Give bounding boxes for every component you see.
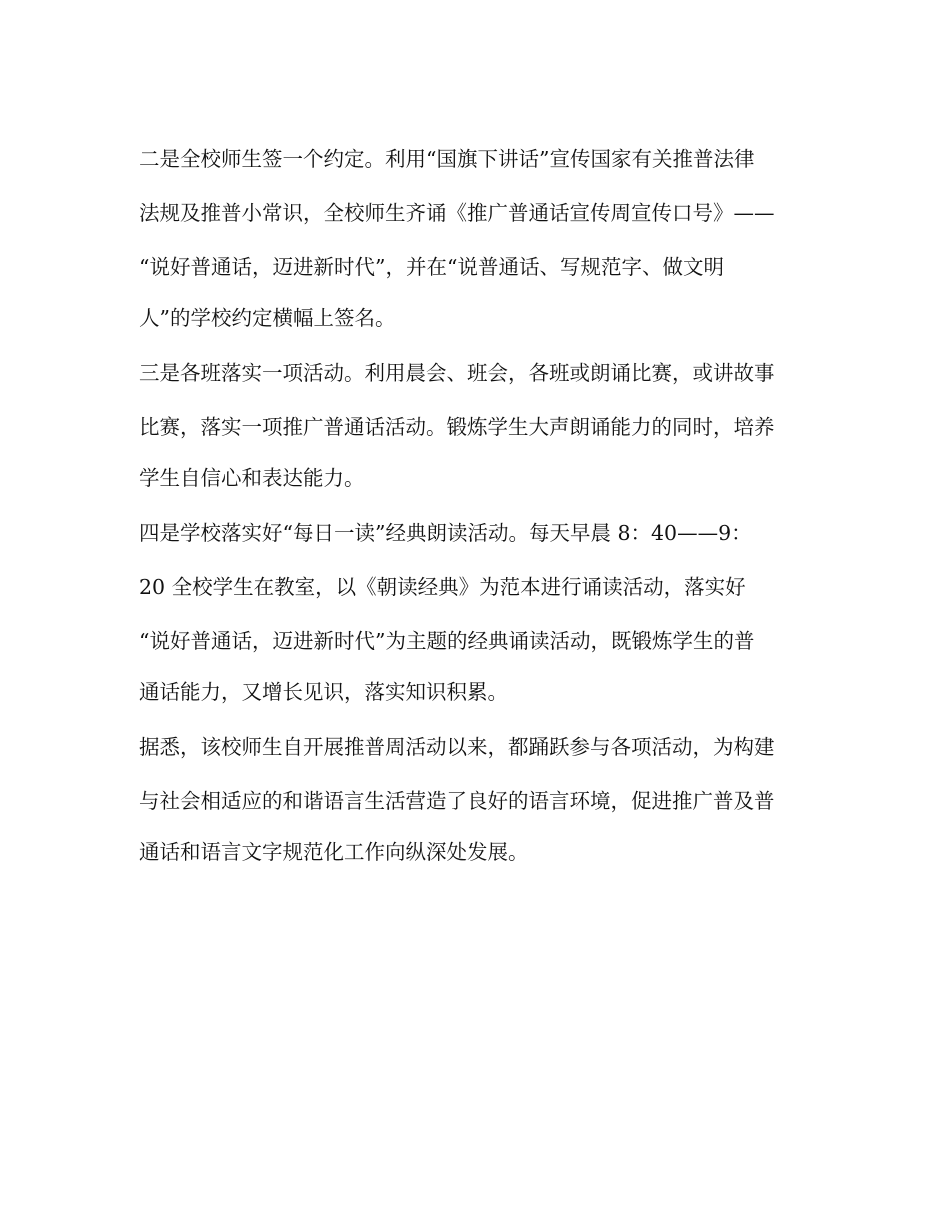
document-body [139, 132, 819, 880]
text-line: 三是各班落实一项活动。利用晨会、班会，各班或朗诵比赛，或讲故事 [139, 361, 775, 385]
paragraph-class-activity [139, 346, 819, 502]
text-line: 20 全校学生在教室，以《朝读经典》为范本进行诵读活动，落实好 [139, 575, 746, 599]
text-line: “说好普通话，迈进新时代”为主题的经典诵读活动，既锻炼学生的普 [139, 629, 755, 653]
text-line: 据悉，该校师生自开展推普周活动以来，都踊跃参与各项活动，为构建 [139, 735, 775, 759]
text-line: 通话能力，又增长见识，落实知识积累。 [139, 680, 508, 704]
text-line: 四是学校落实好“每日一读”经典朗读活动。每天早晨 8：40——9： [139, 521, 752, 545]
text-line: 学生自信心和表达能力。 [139, 466, 365, 490]
text-line: 二是全校师生签一个约定。利用“国旗下讲话”宣传国家有关推普法律 [139, 147, 755, 171]
paragraph-daily-reading [139, 506, 819, 716]
text-line: 人”的学校约定横幅上签名。 [139, 306, 396, 330]
text-line: 通话和语言文字规范化工作向纵深处发展。 [139, 840, 529, 864]
paragraph-summary [139, 720, 819, 876]
text-line: 法规及推普小常识，全校师生齐诵《推广普通话宣传周宣传口号》—— [139, 201, 775, 225]
paragraph-agreement [139, 132, 819, 342]
text-line: 与社会相适应的和谐语言生活营造了良好的语言环境，促进推广普及普 [139, 789, 775, 813]
text-line: “说好普通话，迈进新时代”，并在“说普通话、写规范字、做文明 [139, 255, 724, 279]
text-line: 比赛，落实一项推广普通话活动。锻炼学生大声朗诵能力的同时，培养 [139, 415, 775, 439]
